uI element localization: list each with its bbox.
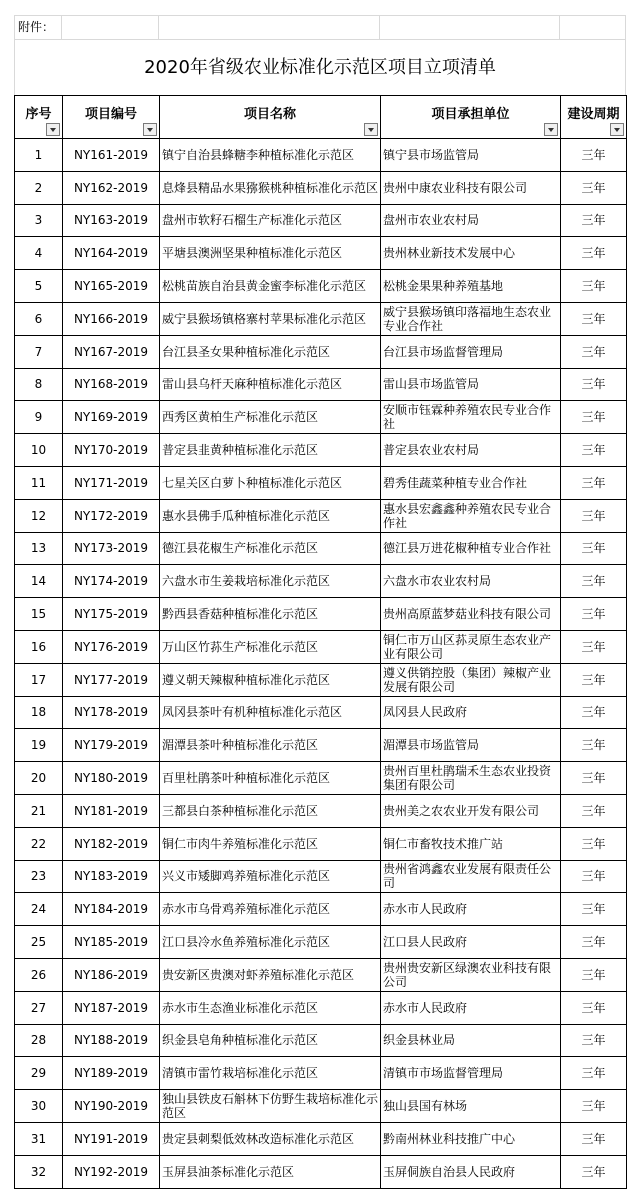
cell-cycle[interactable]: 三年: [561, 237, 627, 270]
table-row: [15, 958, 627, 991]
table-row: [15, 434, 627, 467]
table-row: [15, 1122, 627, 1155]
cell-name[interactable]: 六盘水市生姜栽培标准化示范区: [160, 565, 381, 598]
cell-name[interactable]: 西秀区黄柏生产标准化示范区: [160, 401, 381, 434]
cell-code[interactable]: NY169-2019: [63, 401, 160, 434]
cell-unit[interactable]: 清镇市市场监督管理局: [381, 1057, 561, 1090]
cell-no[interactable]: 29: [15, 1057, 63, 1090]
cell-unit[interactable]: 贵州贵安新区绿澳农业科技有限公司: [381, 958, 561, 991]
table-row: [15, 794, 627, 827]
cell-cycle[interactable]: 三年: [561, 1024, 627, 1057]
cell-no[interactable]: 11: [15, 466, 63, 499]
cell-cycle[interactable]: 三年: [561, 368, 627, 401]
cell-name[interactable]: 贵定县刺梨低效林改造标准化示范区: [160, 1122, 381, 1155]
cell-no[interactable]: 9: [15, 401, 63, 434]
cell-no[interactable]: 15: [15, 598, 63, 631]
cell-code[interactable]: NY167-2019: [63, 335, 160, 368]
cell-code[interactable]: NY180-2019: [63, 762, 160, 795]
cell-cycle[interactable]: 三年: [561, 991, 627, 1024]
cell-code[interactable]: NY166-2019: [63, 302, 160, 335]
cell-name[interactable]: 德江县花椒生产标准化示范区: [160, 532, 381, 565]
cell-cycle[interactable]: 三年: [561, 532, 627, 565]
cell-no[interactable]: 25: [15, 926, 63, 959]
table-row: [15, 926, 627, 959]
cell-no[interactable]: 1: [15, 139, 63, 172]
cell-cycle[interactable]: 三年: [561, 1057, 627, 1090]
cell-unit[interactable]: 镇宁县市场监管局: [381, 139, 561, 172]
cell-code[interactable]: NY181-2019: [63, 794, 160, 827]
cell-code[interactable]: NY186-2019: [63, 958, 160, 991]
cell-cycle[interactable]: 三年: [561, 630, 627, 663]
cell-code[interactable]: NY171-2019: [63, 466, 160, 499]
table-row: [15, 565, 627, 598]
cell-unit[interactable]: 贵州百里杜鹃瑞禾生态农业投资集团有限公司: [381, 762, 561, 795]
table-row: [15, 302, 627, 335]
cell-no[interactable]: 4: [15, 237, 63, 270]
cell-code[interactable]: NY168-2019: [63, 368, 160, 401]
empty-cell[interactable]: [560, 16, 626, 39]
header-no[interactable]: [15, 96, 63, 139]
table-row: [15, 762, 627, 795]
cell-name[interactable]: 黔西县香菇种植标准化示范区: [160, 598, 381, 631]
cell-code[interactable]: NY177-2019: [63, 663, 160, 696]
cell-no[interactable]: 16: [15, 630, 63, 663]
table-row: [15, 860, 627, 893]
cell-no[interactable]: 27: [15, 991, 63, 1024]
cell-cycle[interactable]: 三年: [561, 139, 627, 172]
header-cycle[interactable]: [561, 96, 627, 139]
cell-no[interactable]: 8: [15, 368, 63, 401]
table-row: [15, 663, 627, 696]
cell-unit[interactable]: 玉屏侗族自治县人民政府: [381, 1155, 561, 1188]
table-row: [15, 1057, 627, 1090]
cell-cycle[interactable]: 三年: [561, 827, 627, 860]
cell-cycle[interactable]: 三年: [561, 565, 627, 598]
cell-name[interactable]: 雷山县乌杆天麻种植标准化示范区: [160, 368, 381, 401]
cell-no[interactable]: 31: [15, 1122, 63, 1155]
table-row: [15, 335, 627, 368]
cell-unit[interactable]: 惠水县宏鑫鑫种养殖农民专业合作社: [381, 499, 561, 532]
cell-no[interactable]: 20: [15, 762, 63, 795]
cell-unit[interactable]: 台江县市场监督管理局: [381, 335, 561, 368]
cell-no[interactable]: 7: [15, 335, 63, 368]
empty-cell[interactable]: [380, 16, 560, 39]
filter-dropdown-icon[interactable]: [143, 123, 157, 136]
cell-name[interactable]: 台江县圣女果种植标准化示范区: [160, 335, 381, 368]
table-row: [15, 827, 627, 860]
cell-code[interactable]: NY190-2019: [63, 1090, 160, 1123]
cell-name[interactable]: 织金县皂角种植标准化示范区: [160, 1024, 381, 1057]
cell-name[interactable]: 江口县冷水鱼养殖标准化示范区: [160, 926, 381, 959]
table-row: [15, 598, 627, 631]
cell-code[interactable]: NY182-2019: [63, 827, 160, 860]
cell-name[interactable]: 湄潭县茶叶种植标准化示范区: [160, 729, 381, 762]
cell-name[interactable]: 松桃苗族自治县黄金蜜李标准化示范区: [160, 270, 381, 303]
cell-code[interactable]: NY175-2019: [63, 598, 160, 631]
sheet-title[interactable]: 2020年省级农业标准化示范区项目立项清单: [14, 40, 626, 95]
cell-code[interactable]: NY161-2019: [63, 139, 160, 172]
cell-unit[interactable]: 碧秀佳蔬菜种植专业合作社: [381, 466, 561, 499]
filter-dropdown-icon[interactable]: [46, 123, 60, 136]
cell-no[interactable]: 30: [15, 1090, 63, 1123]
cell-cycle[interactable]: 三年: [561, 434, 627, 467]
cell-name[interactable]: 玉屏县油茶标准化示范区: [160, 1155, 381, 1188]
attachment-row: [14, 15, 626, 40]
cell-code[interactable]: NY187-2019: [63, 991, 160, 1024]
cell-no[interactable]: 32: [15, 1155, 63, 1188]
cell-unit[interactable]: 遵义供销控股（集团）辣椒产业发展有限公司: [381, 663, 561, 696]
filter-dropdown-icon[interactable]: [610, 123, 624, 136]
header-no-label: 序号: [25, 106, 52, 122]
table-row: [15, 368, 627, 401]
table-row: [15, 630, 627, 663]
cell-code[interactable]: NY162-2019: [63, 171, 160, 204]
cell-no[interactable]: 19: [15, 729, 63, 762]
table-row: [15, 696, 627, 729]
cell-code[interactable]: NY184-2019: [63, 893, 160, 926]
cell-name[interactable]: 兴义市矮脚鸡养殖标准化示范区: [160, 860, 381, 893]
cell-cycle[interactable]: 三年: [561, 663, 627, 696]
cell-cycle[interactable]: 三年: [561, 926, 627, 959]
cell-code[interactable]: NY165-2019: [63, 270, 160, 303]
cell-no[interactable]: 6: [15, 302, 63, 335]
cell-unit[interactable]: 贵州高原蓝梦菇业科技有限公司: [381, 598, 561, 631]
cell-code[interactable]: NY174-2019: [63, 565, 160, 598]
header-name-label: 项目名称: [243, 106, 296, 122]
cell-cycle[interactable]: 三年: [561, 1155, 627, 1188]
empty-cell[interactable]: [62, 16, 159, 39]
cell-no[interactable]: 12: [15, 499, 63, 532]
cell-code[interactable]: NY191-2019: [63, 1122, 160, 1155]
cell-cycle[interactable]: 三年: [561, 794, 627, 827]
cell-name[interactable]: 遵义朝天辣椒种植标准化示范区: [160, 663, 381, 696]
cell-unit[interactable]: 德江县万进花椒种植专业合作社: [381, 532, 561, 565]
cell-code[interactable]: NY185-2019: [63, 926, 160, 959]
cell-name[interactable]: 贵安新区贵澳对虾养殖标准化示范区: [160, 958, 381, 991]
cell-no[interactable]: 13: [15, 532, 63, 565]
cell-name[interactable]: 三都县白茶种植标准化示范区: [160, 794, 381, 827]
cell-cycle[interactable]: 三年: [561, 696, 627, 729]
table-row: [15, 401, 627, 434]
cell-name[interactable]: 镇宁自治县蜂糖李种植标准化示范区: [160, 139, 381, 172]
header-row: [15, 96, 627, 139]
filter-dropdown-icon[interactable]: [544, 123, 558, 136]
cell-code[interactable]: NY170-2019: [63, 434, 160, 467]
cell-no[interactable]: 2: [15, 171, 63, 204]
cell-unit[interactable]: 六盘水市农业农村局: [381, 565, 561, 598]
cell-cycle[interactable]: 三年: [561, 893, 627, 926]
cell-cycle[interactable]: 三年: [561, 1090, 627, 1123]
table-row: [15, 270, 627, 303]
cell-name[interactable]: 威宁县猴场镇格寨村苹果标准化示范区: [160, 302, 381, 335]
header-unit[interactable]: [381, 96, 561, 139]
header-cycle-label: 建设周期: [567, 106, 620, 122]
cell-unit[interactable]: 江口县人民政府: [381, 926, 561, 959]
cell-unit[interactable]: 松桃金果果种养殖基地: [381, 270, 561, 303]
cell-no[interactable]: 26: [15, 958, 63, 991]
table-row: [15, 1155, 627, 1188]
cell-unit[interactable]: 铜仁市畜牧技术推广站: [381, 827, 561, 860]
cell-unit[interactable]: 雷山县市场监管局: [381, 368, 561, 401]
header-code[interactable]: [63, 96, 160, 139]
cell-no[interactable]: 28: [15, 1024, 63, 1057]
cell-name[interactable]: 普定县韭黄种植标准化示范区: [160, 434, 381, 467]
cell-unit[interactable]: 贵州美之农农业开发有限公司: [381, 794, 561, 827]
cell-unit[interactable]: 赤水市人民政府: [381, 893, 561, 926]
header-code-label: 项目编号: [84, 106, 137, 122]
cell-name[interactable]: 赤水市生态渔业标准化示范区: [160, 991, 381, 1024]
table-row: [15, 1090, 627, 1123]
cell-code[interactable]: NY176-2019: [63, 630, 160, 663]
cell-unit[interactable]: 凤冈县人民政府: [381, 696, 561, 729]
cell-no[interactable]: 23: [15, 860, 63, 893]
cell-no[interactable]: 14: [15, 565, 63, 598]
cell-unit[interactable]: 普定县农业农村局: [381, 434, 561, 467]
cell-cycle[interactable]: 三年: [561, 466, 627, 499]
empty-cell[interactable]: [159, 16, 380, 39]
cell-unit[interactable]: 湄潭县市场监管局: [381, 729, 561, 762]
cell-unit[interactable]: 盘州市农业农村局: [381, 204, 561, 237]
attachment-label[interactable]: 附件：: [14, 16, 62, 39]
cell-name[interactable]: 息烽县精品水果猕猴桃种植标准化示范区: [160, 171, 381, 204]
table-row: [15, 466, 627, 499]
cell-name[interactable]: 万山区竹荪生产标准化示范区: [160, 630, 381, 663]
header-name[interactable]: [160, 96, 381, 139]
cell-code[interactable]: NY183-2019: [63, 860, 160, 893]
cell-no[interactable]: 21: [15, 794, 63, 827]
table-row: [15, 991, 627, 1024]
table-row: [15, 1024, 627, 1057]
cell-unit[interactable]: 威宁县猴场镇印落福地生态农业专业合作社: [381, 302, 561, 335]
cell-unit[interactable]: 赤水市人民政府: [381, 991, 561, 1024]
cell-name[interactable]: 凤冈县茶叶有机种植标准化示范区: [160, 696, 381, 729]
table-row: [15, 139, 627, 172]
cell-code[interactable]: NY189-2019: [63, 1057, 160, 1090]
project-table: [14, 95, 627, 1189]
cell-unit[interactable]: 贵州林业新技术发展中心: [381, 237, 561, 270]
cell-name[interactable]: 七星关区白萝卜种植标准化示范区: [160, 466, 381, 499]
cell-name[interactable]: 盘州市软籽石榴生产标准化示范区: [160, 204, 381, 237]
cell-name[interactable]: 清镇市雷竹栽培标准化示范区: [160, 1057, 381, 1090]
cell-cycle[interactable]: 三年: [561, 204, 627, 237]
cell-cycle[interactable]: 三年: [561, 171, 627, 204]
cell-name[interactable]: 惠水县佛手瓜种植标准化示范区: [160, 499, 381, 532]
cell-code[interactable]: NY163-2019: [63, 204, 160, 237]
cell-no[interactable]: 3: [15, 204, 63, 237]
cell-code[interactable]: NY172-2019: [63, 499, 160, 532]
cell-name[interactable]: 百里杜鹃茶叶种植标准化示范区: [160, 762, 381, 795]
cell-no[interactable]: 5: [15, 270, 63, 303]
cell-unit[interactable]: 贵州中康农业科技有限公司: [381, 171, 561, 204]
cell-no[interactable]: 24: [15, 893, 63, 926]
cell-cycle[interactable]: 三年: [561, 499, 627, 532]
cell-code[interactable]: NY173-2019: [63, 532, 160, 565]
table-row: [15, 532, 627, 565]
cell-cycle[interactable]: 三年: [561, 302, 627, 335]
cell-code[interactable]: NY179-2019: [63, 729, 160, 762]
table-row: [15, 893, 627, 926]
cell-unit[interactable]: 铜仁市万山区荪灵原生态农业产业有限公司: [381, 630, 561, 663]
cell-cycle[interactable]: 三年: [561, 598, 627, 631]
cell-name[interactable]: 赤水市乌骨鸡养殖标准化示范区: [160, 893, 381, 926]
cell-cycle[interactable]: 三年: [561, 762, 627, 795]
header-unit-label: 项目承担单位: [431, 106, 510, 122]
table-row: [15, 237, 627, 270]
cell-no[interactable]: 17: [15, 663, 63, 696]
cell-name[interactable]: 独山县铁皮石斛林下仿野生栽培标准化示范区: [160, 1090, 381, 1123]
cell-code[interactable]: NY178-2019: [63, 696, 160, 729]
cell-cycle[interactable]: 三年: [561, 401, 627, 434]
cell-name[interactable]: 平塘县澳洲坚果种植标准化示范区: [160, 237, 381, 270]
cell-unit[interactable]: 织金县林业局: [381, 1024, 561, 1057]
cell-no[interactable]: 22: [15, 827, 63, 860]
cell-name[interactable]: 铜仁市肉牛养殖标准化示范区: [160, 827, 381, 860]
cell-cycle[interactable]: 三年: [561, 270, 627, 303]
table-row: [15, 171, 627, 204]
cell-code[interactable]: NY188-2019: [63, 1024, 160, 1057]
cell-cycle[interactable]: 三年: [561, 335, 627, 368]
cell-cycle[interactable]: 三年: [561, 1122, 627, 1155]
cell-no[interactable]: 18: [15, 696, 63, 729]
cell-code[interactable]: NY192-2019: [63, 1155, 160, 1188]
cell-cycle[interactable]: 三年: [561, 860, 627, 893]
cell-unit[interactable]: 独山县国有林场: [381, 1090, 561, 1123]
table-row: [15, 499, 627, 532]
filter-dropdown-icon[interactable]: [364, 123, 378, 136]
table-row: [15, 729, 627, 762]
cell-cycle[interactable]: 三年: [561, 958, 627, 991]
cell-unit[interactable]: 贵州省鸿鑫农业发展有限责任公司: [381, 860, 561, 893]
cell-unit[interactable]: 安顺市钰霖种养殖农民专业合作社: [381, 401, 561, 434]
cell-code[interactable]: NY164-2019: [63, 237, 160, 270]
cell-unit[interactable]: 黔南州林业科技推广中心: [381, 1122, 561, 1155]
table-row: [15, 204, 627, 237]
cell-no[interactable]: 10: [15, 434, 63, 467]
cell-cycle[interactable]: 三年: [561, 729, 627, 762]
